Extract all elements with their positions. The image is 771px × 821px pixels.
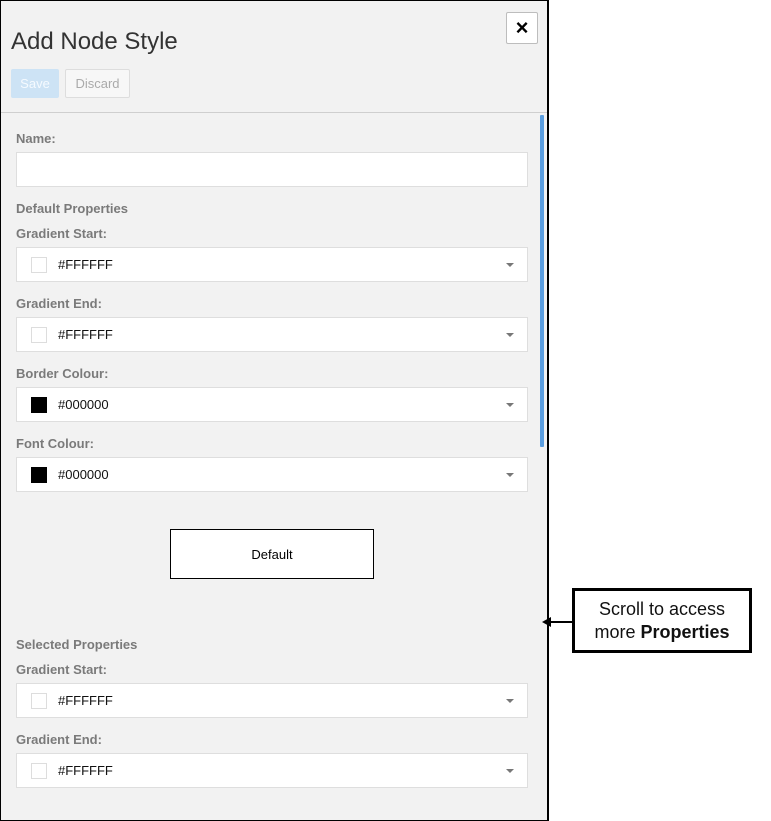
callout-arrow-line: [549, 621, 572, 623]
scroll-hint-callout: [572, 588, 752, 653]
name-label: Name:: [16, 131, 56, 146]
default-border-colour-picker[interactable]: [16, 387, 528, 422]
chevron-down-icon: [506, 699, 514, 703]
chevron-down-icon: [506, 473, 514, 477]
default-gradient-start-label: Gradient Start:: [16, 226, 108, 241]
selected-gradient-end-picker[interactable]: [16, 753, 528, 788]
color-value: #FFFFFF: [58, 257, 113, 272]
default-font-colour-label: Font Colour:: [16, 436, 94, 451]
chevron-down-icon: [506, 769, 514, 773]
default-gradient-end-picker[interactable]: [16, 317, 528, 352]
default-gradient-start-picker[interactable]: [16, 247, 528, 282]
save-button[interactable]: Save: [11, 69, 59, 98]
chevron-down-icon: [506, 333, 514, 337]
default-border-colour-label: Border Colour:: [16, 366, 109, 381]
color-swatch: [31, 397, 47, 413]
selected-properties-heading: Selected Properties: [16, 637, 138, 652]
chevron-down-icon: [506, 263, 514, 267]
color-value: #FFFFFF: [58, 763, 113, 778]
selected-gradient-start-label: Gradient Start:: [16, 662, 108, 677]
color-value: #000000: [58, 397, 109, 412]
header-divider: [1, 112, 547, 113]
default-font-colour-picker[interactable]: [16, 457, 528, 492]
selected-gradient-end-label: Gradient End:: [16, 732, 102, 747]
color-swatch: [31, 327, 47, 343]
color-swatch: [31, 693, 47, 709]
chevron-down-icon: [506, 403, 514, 407]
dialog-title: Add Node Style: [11, 28, 178, 55]
discard-button[interactable]: Discard: [65, 69, 130, 98]
callout-line-1: Scroll to access: [598, 599, 726, 619]
callout-line-2: [575, 621, 749, 644]
callout-line-2-prefix: more: [594, 622, 641, 642]
color-swatch: [31, 257, 47, 273]
close-icon: ×: [515, 15, 529, 40]
default-properties-heading: Default Properties: [16, 201, 128, 216]
default-style-preview: Default: [170, 529, 374, 579]
color-swatch: [31, 763, 47, 779]
callout-line-2-bold: Properties: [640, 622, 730, 642]
selected-gradient-start-picker[interactable]: [16, 683, 528, 718]
scrollbar-thumb[interactable]: [540, 115, 544, 447]
close-button[interactable]: [506, 12, 538, 44]
color-swatch: [31, 467, 47, 483]
default-gradient-end-label: Gradient End:: [16, 296, 102, 311]
color-value: #000000: [58, 467, 109, 482]
color-value: #FFFFFF: [58, 327, 113, 342]
color-value: #FFFFFF: [58, 693, 113, 708]
name-input[interactable]: [16, 152, 528, 187]
